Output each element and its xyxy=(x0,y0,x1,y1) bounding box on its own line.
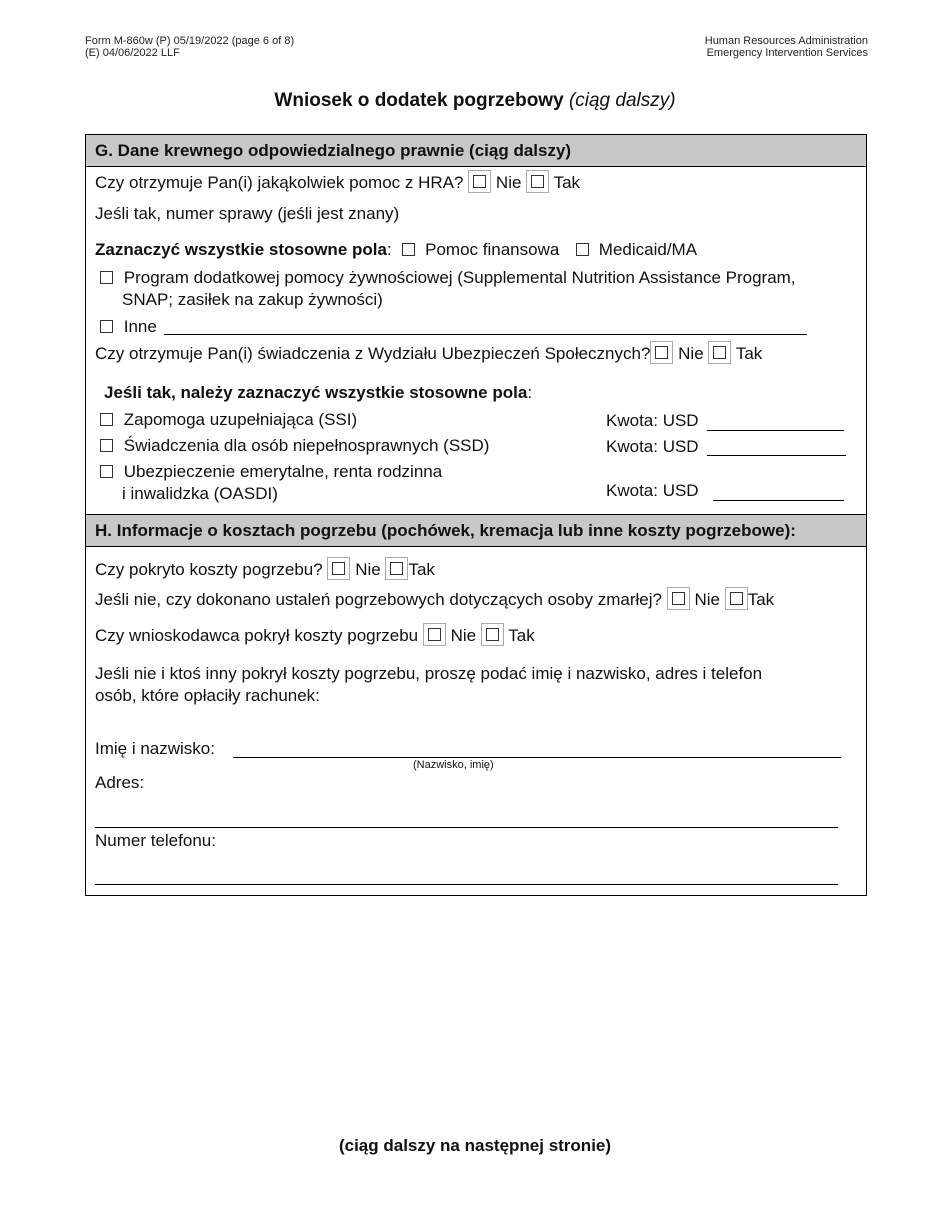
snap-label-line2: SNAP; zasiłek na zakup żywności) xyxy=(122,290,383,309)
ssi-row xyxy=(100,410,357,430)
cash-assistance-checkbox[interactable] xyxy=(402,243,415,256)
case-number-label: Jeśli tak, numer sprawy (jeśli jest znany) xyxy=(95,204,400,223)
ssa-no-checkbox[interactable] xyxy=(650,341,673,364)
form-date: (E) 04/06/2022 LLF xyxy=(85,47,180,59)
title-suffix: (ciąg dalszy) xyxy=(568,90,676,111)
ssa-no-label: Nie xyxy=(678,344,704,363)
snap-row xyxy=(100,268,796,288)
oasdi-amount-label: Kwota: USD xyxy=(606,481,699,500)
ssi-label: Zapomoga uzupełniająca (SSI) xyxy=(123,410,358,429)
applicant-question: Czy wnioskodawca pokrył koszty pogrzebu xyxy=(95,626,419,645)
agency-name: Human Resources Administration xyxy=(704,35,868,47)
hra-yes-checkbox[interactable] xyxy=(526,170,549,193)
hra-question: Czy otrzymuje Pan(i) jakąkolwiek pomoc z HRA? xyxy=(95,173,464,192)
section-g-heading: G. Dane krewnego odpowiedzialnego prawnie (ciąg dalszy) xyxy=(85,134,867,167)
ssi-amount-input[interactable] xyxy=(707,430,844,431)
address-input-line[interactable] xyxy=(95,827,838,828)
hra-no-checkbox[interactable] xyxy=(468,170,491,193)
other-input-line[interactable] xyxy=(164,334,807,335)
ssd-amount-label: Kwota: USD xyxy=(606,437,699,456)
ssd-row xyxy=(100,436,489,456)
phone-input-line[interactable] xyxy=(95,884,838,885)
other-row xyxy=(100,317,157,337)
other-payer-line1: Jeśli nie i ktoś inny pokrył koszty pogrzebu, proszę podać imię i nazwisko, adres i telefon xyxy=(95,664,763,683)
ssa-question: Czy otrzymuje Pan(i) świadczenia z Wydziału Ubezpieczeń Społecznych? xyxy=(95,344,651,363)
page-title xyxy=(0,90,950,112)
applicant-yes-label: Tak xyxy=(508,626,535,645)
ssa-yes-label: Tak xyxy=(735,344,763,363)
arrangements-question: Jeśli nie, czy dokonano ustaleń pogrzebowych dotyczących osoby zmarłej? xyxy=(95,590,662,609)
ssa-yes-checkbox[interactable] xyxy=(708,341,731,364)
arrangements-no-checkbox[interactable] xyxy=(667,587,690,610)
if-yes-row: Jeśli tak, należy zaznaczyć wszystkie stosowne pola: xyxy=(104,383,533,402)
covered-yes-checkbox[interactable] xyxy=(385,557,408,580)
name-hint: (Nazwisko, imię) xyxy=(413,759,494,771)
snap-checkbox[interactable] xyxy=(100,271,113,284)
other-checkbox[interactable] xyxy=(100,320,113,333)
applicant-no-label: Nie xyxy=(450,626,477,645)
medicaid-checkbox[interactable] xyxy=(576,243,589,256)
ssi-checkbox[interactable] xyxy=(100,413,113,426)
address-label: Adres: xyxy=(95,773,145,792)
if-yes-label: Jeśli tak, należy zaznaczyć wszystkie stosowne pola xyxy=(104,383,528,402)
other-payer-line2: osób, które opłaciły rachunek: xyxy=(95,686,320,705)
ssd-amount-input[interactable] xyxy=(707,455,846,456)
cash-assistance-label: Pomoc finansowa xyxy=(425,240,560,259)
hra-no-label: Nie xyxy=(495,173,522,192)
covered-no-checkbox[interactable] xyxy=(327,557,350,580)
name-label: Imię i nazwisko: xyxy=(95,739,215,758)
applicant-yes-checkbox[interactable] xyxy=(481,623,504,646)
phone-label: Numer telefonu: xyxy=(95,831,216,850)
arrangements-yes-checkbox[interactable] xyxy=(725,587,748,610)
covered-yes-label: Tak xyxy=(408,560,435,579)
covered-no-label: Nie xyxy=(355,560,381,579)
hra-question-row xyxy=(95,170,580,193)
other-label: Inne xyxy=(123,317,157,336)
arrangements-row xyxy=(95,587,774,610)
form-id: Form M-860w (P) 05/19/2022 (page 6 of 8) xyxy=(85,35,295,47)
title-main: Wniosek o dodatek pogrzebowy xyxy=(274,90,564,111)
ssd-label: Świadczenia dla osób niepełnosprawnych (SSD) xyxy=(123,436,490,455)
snap-label-line1: Program dodatkowej pomocy żywnościowej (Supplemental Nutrition Assistance Program, xyxy=(123,268,796,287)
covered-question: Czy pokryto koszty pogrzebu? xyxy=(95,560,323,579)
arrangements-no-label: Nie xyxy=(694,590,720,609)
division-name: Emergency Intervention Services xyxy=(706,47,868,59)
section-h-heading: H. Informacje o kosztach pogrzebu (pochówek, kremacja lub inne koszty pogrzebowe): xyxy=(85,514,867,547)
arrangements-yes-label: Tak xyxy=(747,590,775,609)
ssd-checkbox[interactable] xyxy=(100,439,113,452)
continued-note: (ciąg dalszy na następnej stronie) xyxy=(338,1136,612,1155)
oasdi-label-line2: i inwalidzka (OASDI) xyxy=(122,484,278,503)
assistance-type-row: Zaznaczyć wszystkie stosowne pola: Pomoc finansowa Medicaid/MA xyxy=(95,240,698,259)
oasdi-row xyxy=(100,462,442,482)
oasdi-label-line1: Ubezpieczenie emerytalne, renta rodzinna xyxy=(123,462,443,481)
oasdi-checkbox[interactable] xyxy=(100,465,113,478)
applicant-row xyxy=(95,623,535,646)
check-all-label: Zaznaczyć wszystkie stosowne pola xyxy=(95,240,387,259)
hra-yes-label: Tak xyxy=(553,173,581,192)
covered-row xyxy=(95,557,435,580)
ssi-amount-label: Kwota: USD xyxy=(606,411,699,430)
name-input-line[interactable] xyxy=(233,757,841,758)
applicant-no-checkbox[interactable] xyxy=(423,623,446,646)
medicaid-label: Medicaid/MA xyxy=(598,240,698,259)
ssa-question-row xyxy=(95,341,762,364)
oasdi-amount-input[interactable] xyxy=(713,500,844,501)
